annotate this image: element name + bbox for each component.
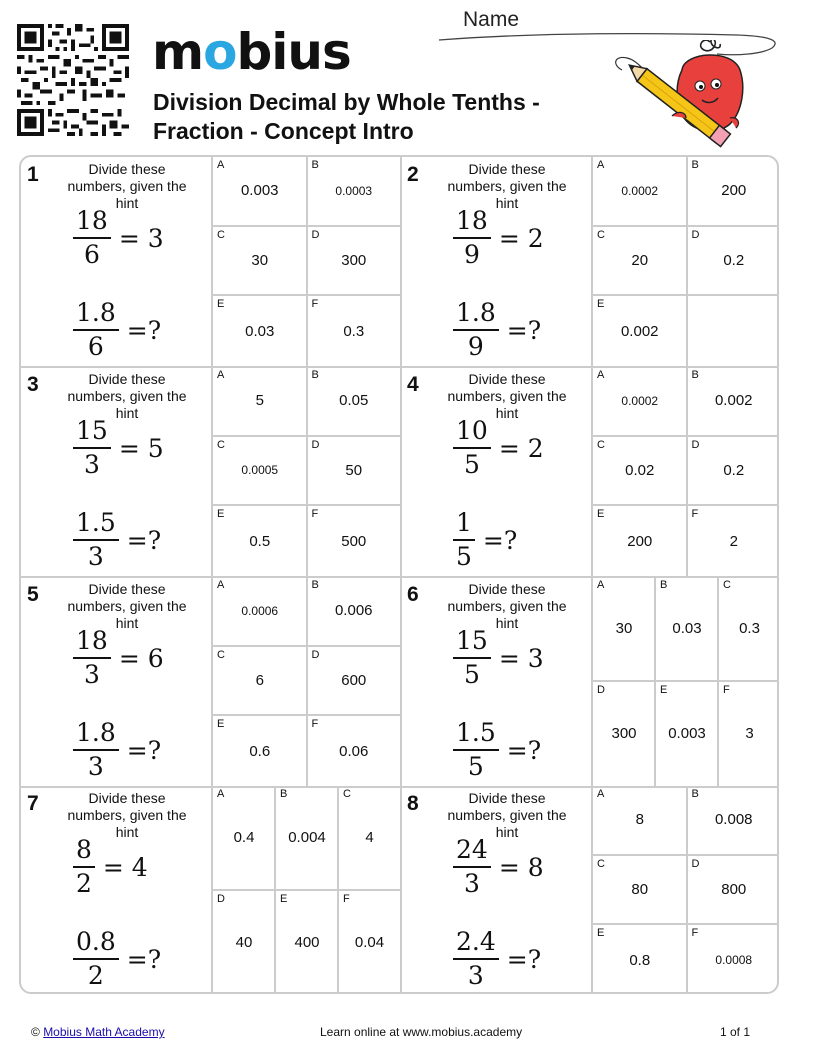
hint-result: = 8 (498, 852, 544, 882)
answer-options (211, 577, 400, 786)
answer-option-f[interactable] (717, 682, 779, 787)
option-value: 200 (627, 532, 653, 550)
option-letter: A (217, 159, 225, 171)
question-unknown: =? (506, 944, 542, 974)
option-value: 400 (294, 934, 320, 952)
option-letter: C (217, 228, 225, 241)
hint-fraction (73, 625, 111, 691)
hint-numerator: 18 (456, 206, 488, 235)
answer-option-c[interactable] (211, 647, 307, 717)
question-equation (73, 717, 161, 783)
hint-denominator: 2 (76, 869, 92, 898)
question-denominator: 2 (87, 961, 104, 990)
answer-option-b[interactable] (306, 157, 401, 227)
hint-denominator: 5 (463, 450, 480, 479)
question-fraction (453, 297, 499, 363)
answer-option-a[interactable] (211, 367, 307, 437)
answer-options (211, 157, 400, 366)
question-equation (453, 717, 541, 783)
hint-result: = 3 (118, 223, 164, 253)
question-number: 6 (407, 583, 419, 606)
hint-result: = 4 (102, 852, 148, 882)
question-prompt: Divide these numbers, given the hint (67, 161, 187, 211)
title-line-2: Fraction - Concept Intro (153, 118, 414, 144)
answer-options (591, 577, 779, 786)
hint-fraction (73, 415, 111, 481)
answer-option-f[interactable] (337, 891, 400, 995)
question-number: 8 (407, 792, 419, 815)
option-letter: D (597, 683, 605, 696)
option-letter: D (217, 892, 225, 905)
answer-option-d[interactable] (211, 891, 275, 995)
option-letter: F (691, 927, 699, 940)
answer-option-e[interactable] (274, 891, 338, 995)
option-letter: B (691, 159, 699, 171)
question-equation (73, 297, 161, 363)
answer-option-d[interactable] (306, 227, 401, 297)
question-number: 5 (27, 583, 39, 606)
option-value: 3 (745, 725, 754, 743)
option-value: 0.05 (339, 392, 369, 410)
question-3 (21, 367, 402, 578)
option-value: 30 (615, 619, 633, 637)
option-value: 50 (345, 461, 363, 479)
option-letter: C (343, 788, 351, 800)
option-value: 0.6 (249, 742, 271, 760)
option-letter: F (723, 683, 730, 696)
option-letter: A (597, 369, 605, 381)
question-fraction (453, 717, 499, 783)
option-value: 500 (341, 532, 367, 550)
question-prompt: Divide these numbers, given the hint (447, 790, 567, 840)
option-value: 0.4 (233, 828, 255, 846)
answer-option-a[interactable] (211, 157, 307, 227)
question-unknown: =? (126, 944, 162, 974)
option-letter: F (311, 718, 319, 731)
question-fraction (73, 717, 119, 783)
option-letter: F (311, 298, 319, 311)
question-number: 1 (27, 163, 39, 186)
title-line-1: Division Decimal by Whole Tenths - (153, 89, 540, 115)
answer-option-b[interactable] (686, 367, 780, 437)
option-value: 0.8 (629, 951, 651, 969)
answer-option-c[interactable] (211, 227, 307, 297)
answer-option-a[interactable] (591, 157, 687, 227)
answer-option-e[interactable] (591, 506, 687, 576)
answer-option-c[interactable] (717, 577, 779, 682)
question-fraction (453, 926, 499, 992)
question-unknown: =? (126, 315, 162, 345)
hint-denominator: 3 (83, 450, 100, 479)
hint-equation (453, 625, 544, 691)
option-value: 600 (341, 671, 367, 689)
hint-equation (453, 834, 544, 900)
question-8 (401, 786, 779, 994)
question-4 (401, 367, 779, 578)
question-unknown: =? (126, 735, 162, 765)
question-5 (21, 577, 402, 788)
question-equation (453, 297, 541, 363)
option-letter: E (217, 298, 225, 311)
footer-page-number: 1 of 1 (720, 1025, 751, 1039)
answer-option-d[interactable] (306, 437, 401, 507)
hint-equation (73, 415, 164, 481)
option-letter: A (217, 369, 225, 381)
option-letter: E (660, 683, 668, 696)
option-letter: E (217, 508, 225, 521)
option-letter: B (311, 369, 319, 381)
question-numerator: 1.5 (456, 718, 496, 747)
answer-options (211, 786, 400, 994)
hint-equation (73, 625, 164, 691)
hint-result: = 6 (118, 643, 164, 673)
answer-option-e[interactable] (211, 716, 307, 786)
question-denominator: 3 (467, 961, 484, 990)
option-value: 800 (721, 880, 747, 898)
answer-options (591, 157, 779, 366)
hint-numerator: 18 (76, 206, 108, 235)
question-numerator: 1 (456, 508, 472, 537)
hint-fraction (453, 415, 491, 481)
option-letter: E (597, 927, 605, 940)
question-unknown: =? (126, 525, 162, 555)
worksheet-title (153, 88, 540, 146)
question-equation (453, 926, 541, 992)
hint-fraction (453, 205, 491, 271)
question-numerator: 1.8 (76, 718, 116, 747)
answer-option-f[interactable] (306, 506, 401, 576)
option-value: 80 (631, 880, 649, 898)
option-value: 0.0002 (621, 393, 659, 408)
option-value: 0.2 (723, 461, 745, 479)
question-prompt: Divide these numbers, given the hint (447, 161, 567, 211)
answer-option-b[interactable] (686, 157, 780, 227)
option-letter: F (311, 508, 319, 521)
option-letter: C (597, 438, 605, 451)
option-letter: D (691, 857, 700, 870)
hint-numerator: 15 (456, 626, 488, 655)
option-value: 0.002 (620, 322, 659, 340)
option-letter: E (597, 508, 605, 521)
hint-result: = 2 (498, 223, 544, 253)
question-numerator: 1.5 (76, 508, 116, 537)
question-fraction (73, 507, 119, 573)
question-6 (401, 577, 779, 788)
answer-option-f[interactable] (306, 296, 401, 366)
question-denominator: 9 (467, 332, 484, 361)
answer-option-e[interactable] (211, 506, 307, 576)
answer-option-f[interactable] (686, 506, 780, 576)
option-value: 0.03 (245, 322, 275, 340)
option-letter: C (217, 438, 225, 451)
option-value: 8 (635, 811, 644, 829)
answer-options (591, 786, 779, 994)
question-fraction (73, 297, 119, 363)
option-letter: A (597, 159, 605, 171)
mobius-logo: mobius (152, 23, 351, 81)
question-number: 3 (27, 373, 39, 396)
question-number: 7 (27, 792, 39, 815)
option-letter: C (723, 579, 731, 591)
option-value: 0.004 (288, 828, 326, 846)
hint-result: = 3 (498, 643, 544, 673)
hint-fraction (73, 834, 95, 900)
option-value: 0.0003 (335, 183, 373, 198)
answer-option-a[interactable] (211, 577, 307, 647)
answer-option-b[interactable] (306, 577, 401, 647)
question-denominator: 5 (456, 542, 472, 571)
question-unknown: =? (506, 735, 542, 765)
option-letter: B (280, 788, 288, 800)
answer-option-d[interactable] (591, 682, 655, 787)
hint-result: = 2 (498, 433, 544, 463)
answer-option-f[interactable] (306, 716, 401, 786)
answer-option-b[interactable] (686, 786, 780, 856)
option-value: 40 (235, 934, 253, 952)
answer-option-b[interactable] (274, 786, 338, 891)
footer-copyright (31, 1025, 165, 1039)
option-letter: A (597, 579, 605, 591)
answer-option-c[interactable] (591, 227, 687, 297)
option-letter: B (311, 159, 319, 171)
answer-option-a[interactable] (591, 786, 687, 856)
option-letter: E (280, 892, 288, 905)
answer-option-d[interactable] (686, 227, 780, 297)
question-2 (401, 157, 779, 368)
answer-options (591, 367, 779, 576)
answer-option-d[interactable] (686, 856, 780, 926)
copyright-symbol: © (31, 1025, 40, 1039)
option-letter: A (217, 579, 225, 591)
option-value: 0.5 (249, 532, 271, 550)
answer-option-f[interactable] (686, 925, 780, 994)
question-1 (21, 157, 402, 368)
question-prompt: Divide these numbers, given the hint (447, 371, 567, 421)
option-value: 200 (721, 182, 747, 200)
option-letter: C (597, 857, 605, 870)
option-value: 0.006 (334, 602, 373, 620)
answer-option-e[interactable] (654, 682, 718, 787)
hint-equation (73, 834, 148, 900)
option-value: 2 (729, 532, 738, 550)
option-value: 0.0005 (241, 463, 279, 478)
mobius-academy-link[interactable]: Mobius Math Academy (43, 1025, 165, 1039)
hint-numerator: 15 (76, 416, 108, 445)
hint-numerator: 18 (76, 626, 108, 655)
question-grid (19, 155, 779, 994)
option-value: 6 (255, 671, 264, 689)
option-letter: B (311, 579, 319, 591)
option-letter: D (311, 648, 320, 661)
answer-option-c[interactable] (211, 437, 307, 507)
question-equation (73, 926, 161, 992)
question-equation (453, 507, 517, 573)
question-prompt: Divide these numbers, given the hint (67, 581, 187, 631)
answer-option-e[interactable] (211, 296, 307, 366)
option-value: 0.0006 (241, 603, 279, 618)
question-fraction (73, 926, 119, 992)
option-value: 4 (365, 828, 374, 846)
hint-denominator: 3 (83, 660, 100, 689)
hint-equation (73, 205, 164, 271)
option-value: 0.003 (240, 182, 279, 200)
answer-option-e[interactable] (591, 925, 687, 994)
answer-option-e[interactable] (591, 296, 687, 366)
question-numerator: 1.8 (456, 298, 496, 327)
answer-options (211, 367, 400, 576)
question-number: 4 (407, 373, 419, 396)
option-value: 0.2 (723, 251, 745, 269)
answer-option-b[interactable] (306, 367, 401, 437)
option-value: 300 (341, 251, 367, 269)
option-letter: D (691, 228, 700, 241)
hint-numerator: 8 (76, 835, 92, 864)
question-unknown: =? (482, 525, 518, 555)
question-denominator: 5 (467, 752, 484, 781)
option-value: 0.02 (625, 461, 655, 479)
question-numerator: 0.8 (76, 927, 116, 956)
option-letter: D (691, 438, 700, 451)
question-number: 2 (407, 163, 419, 186)
question-7 (21, 786, 402, 994)
hint-denominator: 3 (463, 869, 480, 898)
answer-option-a[interactable] (591, 367, 687, 437)
hint-numerator: 24 (456, 835, 488, 864)
hint-denominator: 5 (463, 660, 480, 689)
answer-option-b[interactable] (654, 577, 718, 682)
question-denominator: 3 (87, 752, 104, 781)
option-letter: B (660, 579, 668, 591)
option-value: 0.04 (354, 934, 385, 952)
answer-option-a[interactable] (591, 577, 655, 682)
hint-equation (453, 415, 544, 481)
option-value: 300 (611, 725, 637, 743)
footer-learn-online: Learn online at www.mobius.academy (320, 1025, 523, 1039)
option-letter: F (343, 892, 350, 905)
question-equation (73, 507, 161, 573)
logo-drop-letter: o (203, 23, 237, 81)
question-unknown: =? (506, 315, 542, 345)
hint-numerator: 10 (456, 416, 488, 445)
question-denominator: 3 (87, 542, 104, 571)
option-letter: B (691, 788, 699, 800)
answer-option-d[interactable] (306, 647, 401, 717)
option-value: 0.03 (672, 619, 702, 637)
question-denominator: 6 (87, 332, 104, 361)
option-letter: A (597, 788, 605, 800)
option-value: 0.002 (714, 392, 753, 410)
question-numerator: 1.8 (76, 298, 116, 327)
name-label: Name (463, 8, 520, 31)
question-fraction (453, 507, 475, 573)
option-value: 0.3 (343, 322, 365, 340)
hint-fraction (73, 205, 111, 271)
option-value: 0.3 (739, 619, 760, 637)
option-value: 0.0002 (621, 183, 659, 198)
question-prompt: Divide these numbers, given the hint (67, 371, 187, 421)
qr-code (17, 24, 129, 136)
option-letter: E (597, 298, 605, 311)
option-value: 0.06 (339, 742, 369, 760)
hint-denominator: 6 (83, 240, 100, 269)
option-value: 5 (255, 392, 264, 410)
option-value: 0.0008 (715, 953, 753, 968)
answer-option-c[interactable] (591, 856, 687, 926)
hint-fraction (453, 834, 491, 900)
answer-option-c[interactable] (337, 786, 400, 891)
empty-option-slot (686, 296, 780, 366)
option-letter: D (311, 438, 320, 451)
answer-option-a[interactable] (211, 786, 275, 891)
option-value: 30 (251, 251, 269, 269)
hint-fraction (453, 625, 491, 691)
option-letter: A (217, 788, 225, 800)
option-value: 0.003 (668, 725, 706, 743)
option-letter: F (691, 508, 699, 521)
answer-option-d[interactable] (686, 437, 780, 507)
option-letter: E (217, 718, 225, 731)
hint-equation (453, 205, 544, 271)
question-prompt: Divide these numbers, given the hint (447, 581, 567, 631)
question-numerator: 2.4 (456, 927, 496, 956)
mascot-pencil-icon (612, 40, 762, 155)
hint-denominator: 9 (463, 240, 480, 269)
option-letter: C (597, 228, 605, 241)
option-value: 0.008 (714, 811, 753, 829)
option-value: 20 (631, 251, 649, 269)
option-letter: D (311, 228, 320, 241)
option-letter: B (691, 369, 699, 381)
question-prompt: Divide these numbers, given the hint (67, 790, 187, 840)
hint-result: = 5 (118, 433, 164, 463)
answer-option-c[interactable] (591, 437, 687, 507)
option-letter: C (217, 648, 225, 661)
